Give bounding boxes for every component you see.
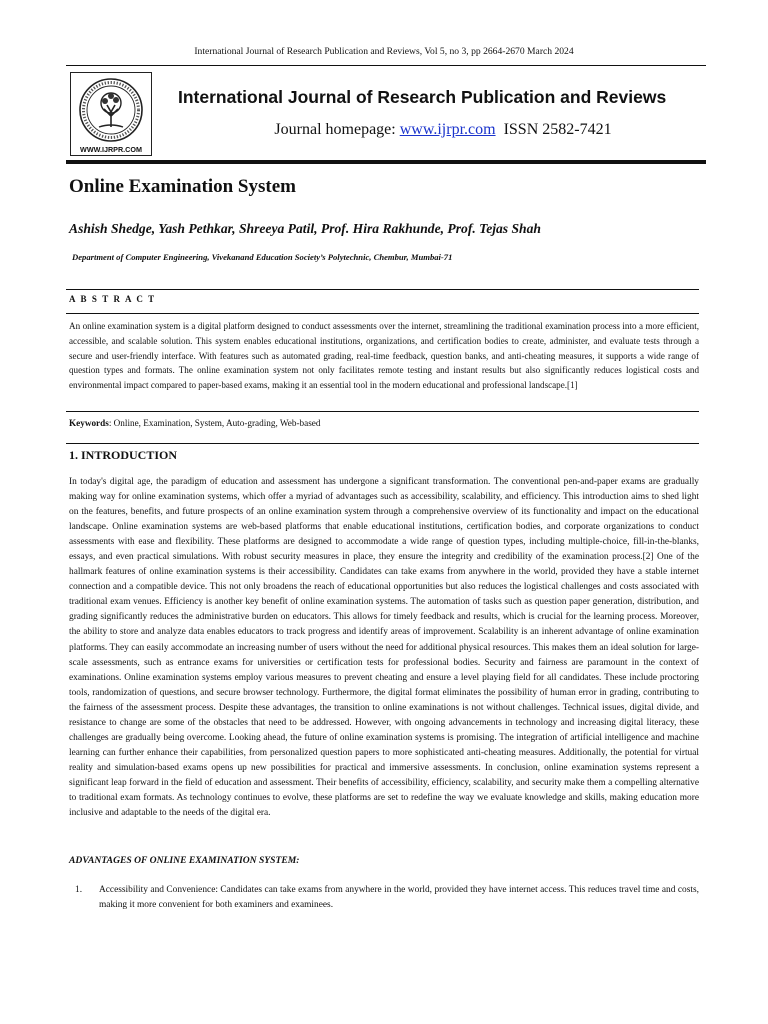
- authors: Ashish Shedge, Yash Pethkar, Shreeya Patil, Prof. Hira Rakhunde, Prof. Tejas Shah: [69, 221, 541, 236]
- svg-text:WWW.IJRPR.COM: WWW.IJRPR.COM: [80, 145, 142, 154]
- abstract-bottom-rule: [66, 411, 699, 412]
- running-head: International Journal of Research Publication and Reviews, Vol 5, no 3, pp 2664-2670 March 2024: [194, 46, 574, 57]
- header-thick-rule: [66, 160, 706, 164]
- section-heading-introduction: 1. INTRODUCTION: [69, 448, 178, 462]
- abstract-mid-rule: [66, 313, 699, 314]
- keywords-text: : Online, Examination, System, Auto-grading, Web-based: [108, 418, 321, 428]
- homepage-link[interactable]: www.ijrpr.com: [399, 121, 496, 138]
- advantages-list: [75, 883, 699, 913]
- abstract-heading: A B S T R A C T: [69, 294, 156, 304]
- journal-homepage-line: [178, 121, 708, 139]
- issn: ISSN 2582-7421: [503, 121, 612, 138]
- journal-logo: [70, 72, 152, 156]
- introduction-text: In today's digital age, the paradigm of education and assessment has undergone a significant transformation. The conventional pen-and-paper exams are gradually making way for online examination systems, which offer a myriad of advantages such as accessibility, scalability, and efficiency. This introduction aims to shed light on the features, benefits, and future prospects of an online examination system through a comprehensive overview of its functionality and impact on the educational landscape. Online examination systems are web-based platforms that enable educational institutions, certification bodies, and corporate organizations to conduct assessments with ease and flexibility. These platforms are designed to accommodate a wide range of question types, including multiple-choice, fill-in-the-blanks, essays, and even practical simulations. With robust security measures in place, they ensure the integrity and credibility of the examination process.[2] One of the hallmark features of online examination systems is their accessibility. Candidates can take exams from anywhere in the world, provided they have a stable internet connection and a compatible device. This not only broadens the reach of educational opportunities but also reduces the logistical challenges and costs associated with traditional exam venues. Efficiency is another key benefit of online examination systems. The automation of tasks such as question paper generation, distribution, and grading significantly reduces the administrative burden on educators. This allows for timely feedback and results, which is crucial for the learning process. Moreover, the ability to store and analyze data enables educators to track progress and identify areas of improvement. Scalability is an inherent advantage of online examination platforms. They can easily accommodate an increasing number of users without the need for additional physical resources. This makes them an ideal solution for large-scale assessments, such as entrance exams for universities or certification tests for professional bodies. Security and fairness are paramount in the context of examinations. Online examination systems employ various measures to prevent cheating and ensure a level playing field for all candidates. These include proctoring tools, randomization of questions, and secure browser technology. Furthermore, the digital format eliminates the possibility of human error in grading, contributing to the fairness of the assessment process. Despite these advantages, the transition to online examinations is not without challenges. Technical issues, digital divide, and resistance to change are some of the obstacles that need to be addressed. However, with ongoing advancements in technology and increasing digital literacy, these challenges are gradually being overcome. Looking ahead, the future of online examination systems is promising. The integration of artificial intelligence and machine learning can further enhance their capabilities, from personalized question papers to more sophisticated anti-cheating measures. Additionally, the potential for virtual reality and simulation-based exams opens up new possibilities for practical and immersive assessments. In conclusion, online examination systems represent a significant leap forward in the field of education and assessment. Their benefits of accessibility, efficiency, scalability, and security make them a compelling alternative to traditional exam formats. As technology continues to evolve, these platforms are set to redefine the way we evaluate knowledge and skills, making education more inclusive and adaptable to the needs of the digital era.: [69, 477, 699, 819]
- abstract-text: An online examination system is a digital platform designed to conduct assessments over the internet, streamlining the traditional examination process into a more efficient, accessible, and scalable solution. This system enables educational institutions, organizations, and certification bodies to create, administer, and evaluate tests through a secure and user-friendly interface. With features such as automated grading, real-time feedback, question banks, and anti-cheating measures, it supports a wide range of question types and formats. The online examination system not only facilitates remote testing and instant results but also significantly reduces logistical costs and environmental impact compared to paper-based exams, making it an essential tool in the modern educational and professional landscape.[1]: [69, 321, 699, 391]
- list-item: [75, 883, 699, 913]
- abstract-top-rule: [66, 289, 699, 290]
- affiliation: Department of Computer Engineering, Vivekanand Education Society’s Polytechnic, Chembur, Mumbai-71: [72, 252, 453, 262]
- advantages-heading: ADVANTAGES OF ONLINE EXAMINATION SYSTEM:: [69, 855, 300, 866]
- keywords: [69, 418, 320, 428]
- paper-title: Online Examination System: [69, 176, 296, 197]
- list-item-number: 1.: [75, 885, 83, 895]
- homepage-label: Journal homepage:: [274, 121, 400, 138]
- list-item-text: Accessibility and Convenience: Candidates can take exams from anywhere in the world, provided they have internet access. This reduces travel time and costs, making it more convenient for both examiners and examinees.: [99, 885, 699, 910]
- keywords-label: Keywords: [69, 418, 109, 428]
- intro-rule: [66, 443, 699, 444]
- journal-name: International Journal of Research Publication and Reviews: [178, 87, 667, 107]
- header-top-rule: [66, 65, 706, 66]
- journal-seal-icon: [70, 72, 152, 156]
